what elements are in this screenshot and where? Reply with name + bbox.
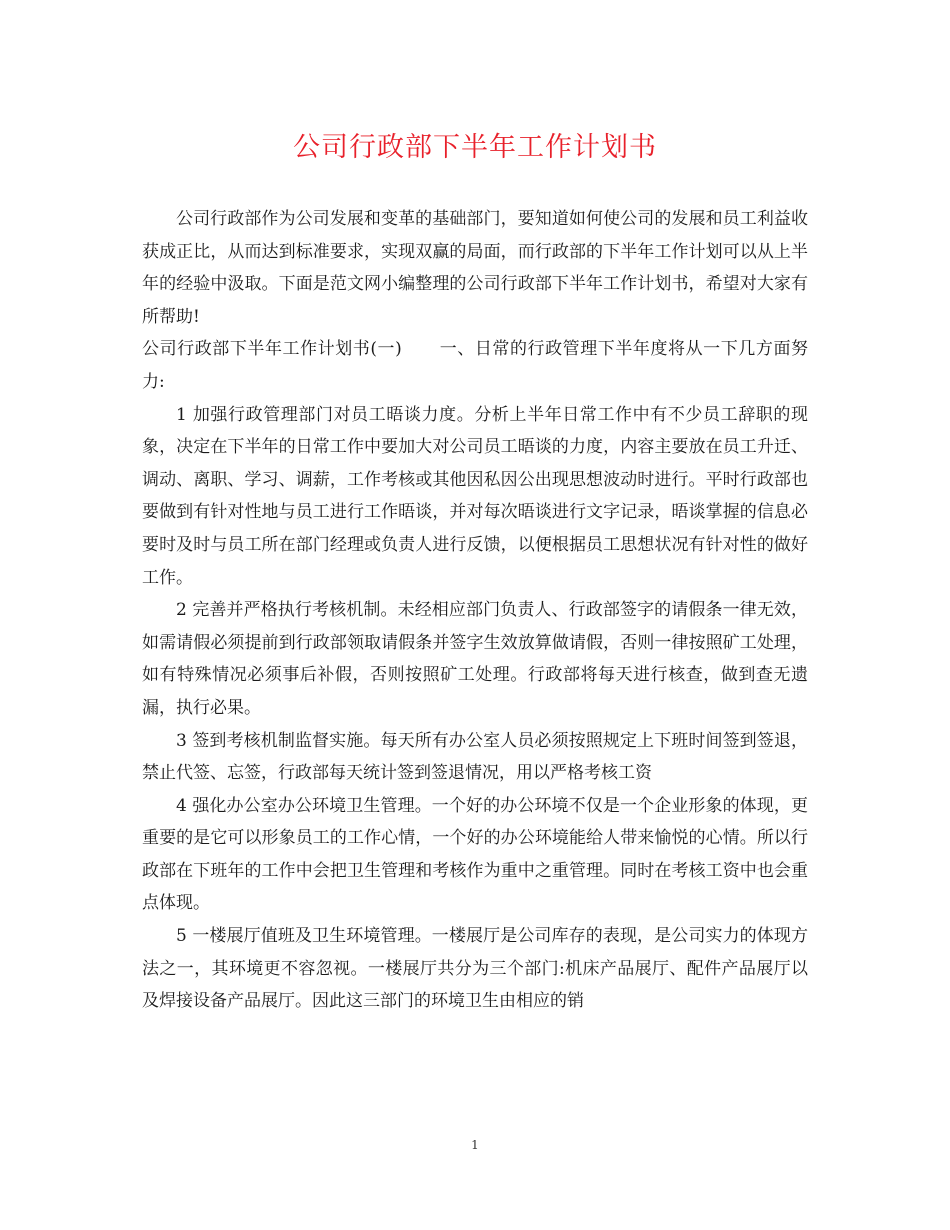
item-paragraph-3: 3 签到考核机制监督实施。每天所有办公室人员必须按照规定上下班时间签到签退，禁止代签、忘签，行政部每天统计签到签退情况，用以严格考核工资 — [142, 730, 808, 784]
item-paragraph-1: 1 加强行政管理部门对员工晤谈力度。分析上半年日常工作中有不少员工辞职的现象，决定在下半年的日常工作中要加大对公司员工晤谈的力度，内容主要放在员工升迁、调动、离职、学习、调薪，工作考核或其他因私因公出现思想波动时进行。平时行政部也要做到有针对性地与员工进行工作晤谈，并对每次晤谈进行文字记录，晤谈掌握的信息必要时及时与员工所在部门经理或负责人进行反馈，以便根据员工思想状况有针对性的做好工作。 — [142, 404, 808, 588]
document-title: 公司行政部下半年工作计划书 — [293, 132, 657, 163]
item-paragraph-2: 2 完善并严格执行考核机制。未经相应部门负责人、行政部签字的请假条一律无效，如需请假必须提前到行政部领取请假条并签字生效放算做请假，否则一律按照矿工处理，如有特殊情况必须事后补假，否则按照矿工处理。行政部将每天进行核查，做到查无遗漏，执行必果。 — [142, 600, 808, 718]
section-heading: 公司行政部下半年工作计划书(一) — [142, 339, 402, 360]
item-paragraph-5: 5 一楼展厅值班及卫生环境管理。一楼展厅是公司库存的表现，是公司实力的体现方法之一，其环境更不容忽视。一楼展厅共分为三个部门:机床产品展厅、配件产品展厅以及焊接设备产品展厅。因此这三部门的环境卫生由相应的销 — [142, 926, 808, 1012]
page-number: 1 — [471, 1138, 479, 1152]
section-lead: 一、日常的行政管理下半年度将从一下几方面努力: — [142, 339, 809, 392]
document-body — [142, 203, 808, 1018]
item-paragraph-4: 4 强化办公室办公环境卫生管理。一个好的办公环境不仅是一个企业形象的体现，更重要的是它可以形象员工的工作心情，一个好的办公环境能给人带来愉悦的心情。所以行政部在下班年的工作中会把卫生管理和考核作为重中之重管理。同时在考核工资中也会重点体现。 — [142, 795, 808, 914]
section-line — [142, 333, 808, 398]
intro-paragraph: 公司行政部作为公司发展和变革的基础部门，要知道如何使公司的发展和员工利益收获成正比，从而达到标准要求，实现双赢的局面，而行政部的下半年工作计划可以从上半年的经验中汲取。下面是范文网小编整理的公司行政部下半年工作计划书，希望对大家有所帮助! — [142, 209, 808, 327]
